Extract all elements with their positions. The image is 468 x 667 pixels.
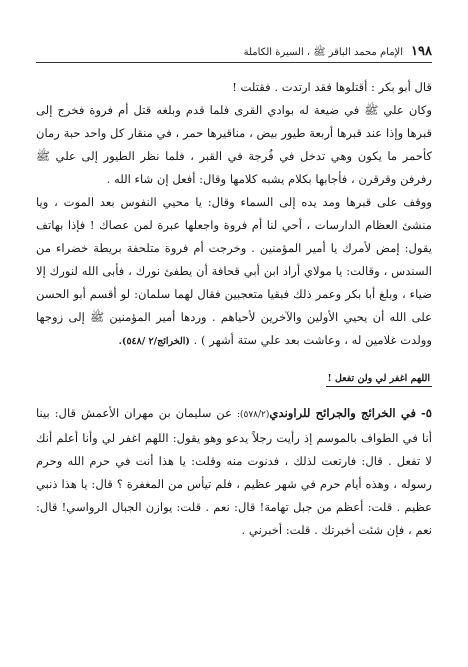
page-number: ١٩٨ xyxy=(411,44,432,59)
body-text xyxy=(36,76,432,542)
narration-source-ref: (٥٧٨/٢): xyxy=(236,410,270,420)
paragraph: وكان علي ﷺ في ضيعة له بوادي القرى فلما قدم وبلغه قتل أم فروة فخرج إلى قبرها وإذا عند قبرها أربعة طيور بيض ، مناقيرها حمر ، في منقار كل واحد حبة رمان كأحمر ما يكون وهي تدخل في فُرجة في القبر ، فلما نظر الطيور إلى علي ﷺ رفرفن وقرقرن ، فأجابها بكلام يشبه كلامها وقال: أفعل إن شاء الله . xyxy=(36,103,432,186)
narration-text: عن سليمان بن مهران الأعمش قال: بينا أنا في الطواف بالموسم إذ رأيت رجلاً يدعو وهو يقول: اللهم اغفر لي وأنا أعلم أنك لا تفعل . قال: فارتعت لذلك ، فدنوت منه وقلت: يا هذا أنت في حرم الله وحرم رسوله ، وهذه أيام حرم في شهر عظيم ، فلم تيأس من المغفرة ؟ قال: يا هذا ذنبي عظيم . قلت: أعظم من جبل تهامة! قال: نعم . قلت: يوازن الجبال الرواسي! قال: نعم ، فإن شئت أخبرتك . قلت: أخبرني . xyxy=(36,406,432,537)
running-head-title: الإمام محمد الباقر ﷺ ، السيرة الكاملة xyxy=(243,47,404,58)
running-head xyxy=(36,44,432,60)
paragraph-text: ووقف على قبرها ومد يده إلى السماء وقال: يا محيي النفوس بعد الموت ، ويا منشئ العظام الدارسات ، أحي لنا أم فروة واجعلها عبرة لمن عصاك ! فإذا بهاتف يقول: إمض لأمرك يا أمير المؤمنين . وخرجت أم فروة متلحفة بريطة خضراء من السندس ، وقالت: يا مولاي أراد ابن أبي قحافة أن يطفئ نورك ، فأبى الله لنورك إلا ضياء ، وبلغ أبا بكر وعمر ذلك فبقيا متعجبين فقال لهما سلمان: لو أقسم أبو الحسن على الله أن يحيي الأولين والآخرين لأحياهم . وردها أمير المؤمنين ﷺ إلى زوجها وولدت غلامين له ، وعاشت بعد علي ستة أشهر ) . xyxy=(36,195,432,347)
paragraph xyxy=(36,191,432,353)
source-citation: (الخرائج/٢ /٥٤٨). xyxy=(118,336,190,347)
paragraph: قال أبو بكر : أقتلوها فقد ارتدت . فقتلت ! xyxy=(232,80,432,94)
section-heading-text: اللهم اغفر لي ولن تفعل ! xyxy=(326,373,433,387)
narration-paragraph xyxy=(36,402,432,542)
narration-source: في الخرائج والجرائح للراوندي xyxy=(269,406,417,420)
header-rule xyxy=(36,62,432,63)
narration-number: ٥- xyxy=(420,406,433,420)
section-heading xyxy=(36,367,432,390)
